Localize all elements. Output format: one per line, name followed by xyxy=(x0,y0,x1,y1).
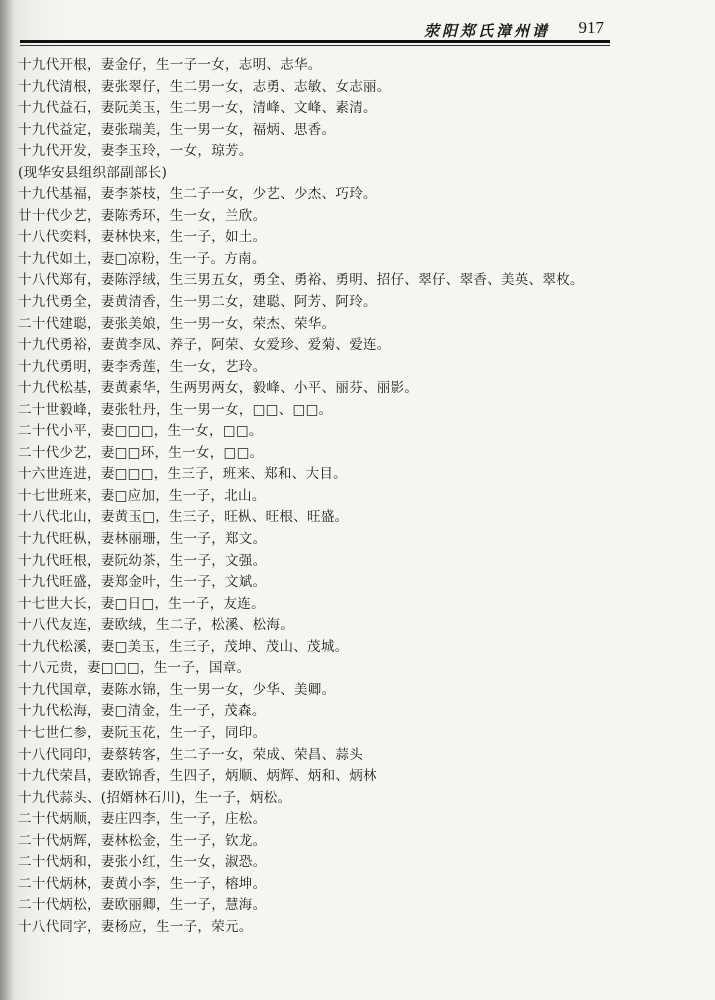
genealogy-entry: 十九代如土，妻□凉粉，生一子。方南。 xyxy=(18,250,266,267)
genealogy-entry: 十九代蒜头、(招婿林石川)，生一子，炳松。 xyxy=(18,789,292,806)
genealogy-entry: 十八代北山，妻黄玉□，生三子，旺枞、旺根、旺盛。 xyxy=(18,509,349,526)
genealogy-entry: (现华安县组织部副部长) xyxy=(18,164,168,181)
genealogy-entry: 十九代开发，妻李玉玲，一女，琼芳。 xyxy=(18,143,253,160)
genealogy-entry: 二十代炳顺，妻庄四李，生一子，庄松。 xyxy=(18,811,267,828)
genealogy-entry: 二十代小平，妻□□□，生一女，□□。 xyxy=(18,423,263,440)
genealogy-entry: 二十代少艺，妻□□环，生一女，□□。 xyxy=(18,444,264,461)
genealogy-entry: 十九代勇全，妻黄清香，生一男二女，建聪、阿芳、阿玲。 xyxy=(18,294,377,311)
genealogy-entry: 十九代勇裕，妻黄李凤、养子，阿荣、女爱珍、爱菊、爱连。 xyxy=(18,337,391,354)
genealogy-entry: 十九代国章，妻陈水锦，生一男一女，少华、美卿。 xyxy=(18,681,336,698)
genealogy-entry: 二十世毅峰，妻张牡丹，生一男一女，□□、□□。 xyxy=(18,401,333,418)
genealogy-entry: 十八代同字，妻杨应，生一子，荣元。 xyxy=(18,918,253,935)
genealogy-entry: 廿十代少艺，妻陈秀环，生一女，兰欣。 xyxy=(18,207,267,224)
genealogy-entry: 二十代炳林，妻黄小李，生一子，榕坤。 xyxy=(18,875,267,892)
genealogy-entry: 十八代同印，妻蔡转客，生二子一女，荣成、荣昌、蒜头 xyxy=(18,746,363,763)
genealogy-entry: 十六世连进，妻□□□，生三子，班来、郑和、大目。 xyxy=(18,466,347,483)
genealogy-entry: 十九代荣昌，妻欧锦香，生四子，炳顺、炳辉、炳和、炳林 xyxy=(18,768,377,785)
header-rule-thin xyxy=(20,45,610,46)
genealogy-entry: 十七世仁参，妻阮玉花，生一子，同印。 xyxy=(18,724,267,741)
genealogy-entry: 十八代郑有，妻陈浮绒，生三男五女，勇全、勇裕、勇明、招仔、翠仔、翠香、美英、翠枚。 xyxy=(18,272,584,289)
header-rule xyxy=(20,40,610,43)
genealogy-entry: 十九代松海，妻□清金，生一子，茂森。 xyxy=(18,703,266,720)
genealogy-entry: 十九代清根，妻张翠仔，生二男一女，志勇、志敏、女志丽。 xyxy=(18,78,391,95)
genealogy-entry: 十九代基福，妻李茶枝，生二子一女，少艺、少杰、巧玲。 xyxy=(18,186,377,203)
genealogy-entry: 十九代松溪，妻□美玉，生三子，茂坤、茂山、茂城。 xyxy=(18,638,349,655)
page-number: 917 xyxy=(578,18,604,37)
genealogy-entry: 十九代益石，妻阮美玉，生二男一女，清峰、文峰、素清。 xyxy=(18,100,377,117)
book-spine-shadow xyxy=(0,0,14,1000)
genealogy-entry: 二十代炳和，妻张小红，生一女，淑恐。 xyxy=(18,854,267,871)
genealogy-entry: 二十代炳松，妻欧丽卿，生一子，慧海。 xyxy=(18,897,267,914)
genealogy-entry: 十九代益定，妻张瑞美，生一男一女，福炳、思香。 xyxy=(18,121,336,138)
genealogy-entry: 十八代奕料，妻林快来，生一子，如土。 xyxy=(18,229,267,246)
genealogy-entry: 十九代旺盛，妻郑金叶，生一子，文斌。 xyxy=(18,574,267,591)
genealogy-entry: 十九代勇明，妻李秀莲，生一女，艺玲。 xyxy=(18,358,267,375)
header-title: 荥阳郑氏漳州谱 xyxy=(423,22,550,40)
genealogy-entry: 十八代友连，妻欧绒，生二子，松溪、松海。 xyxy=(18,617,294,634)
genealogy-entries xyxy=(18,55,668,938)
genealogy-entry: 十九代旺枞，妻林丽珊，生一子，郑文。 xyxy=(18,531,267,548)
genealogy-entry: 十九代旺根，妻阮幼茶，生一子，文强。 xyxy=(18,552,267,569)
genealogy-entry: 二十代建聪，妻张美娘，生一男一女，荣杰、荣华。 xyxy=(18,315,336,332)
genealogy-entry: 十八元贵，妻□□□，生一子，国章。 xyxy=(18,660,251,677)
genealogy-entry: 十七世大长，妻□日□，生一子，友连。 xyxy=(18,595,265,612)
genealogy-entry: 十九代松基，妻黄素华，生两男两女，毅峰、小平、丽芬、丽影。 xyxy=(18,380,419,397)
genealogy-entry: 十九代开根，妻金仔，生一子一女，志明、志华。 xyxy=(18,57,322,73)
genealogy-entry: 十七世班来，妻□应加，生一子，北山。 xyxy=(18,487,266,504)
genealogy-entry: 二十代炳辉，妻林松金，生一子，钦龙。 xyxy=(18,832,267,849)
